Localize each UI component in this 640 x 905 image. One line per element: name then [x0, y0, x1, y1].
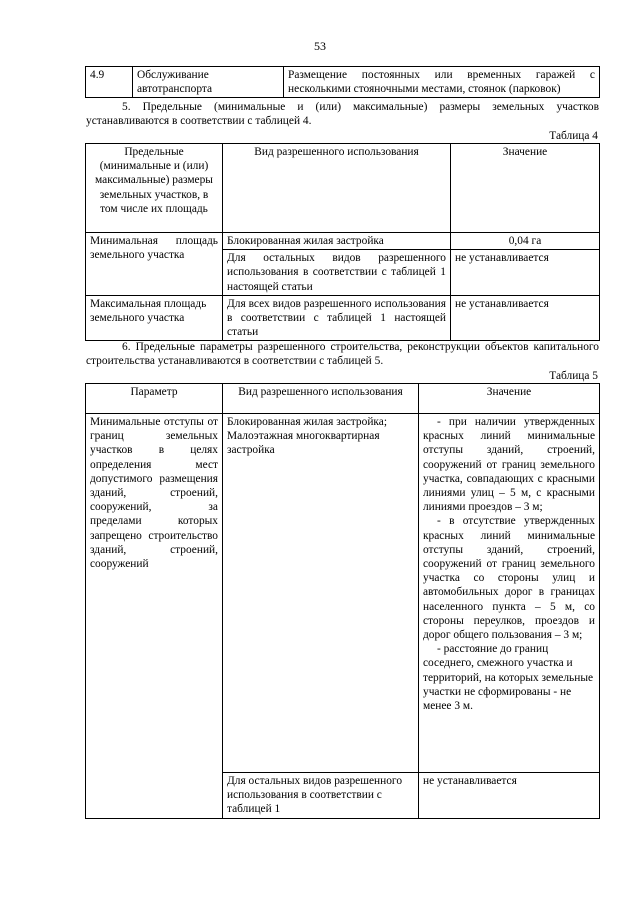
- value-cell: [419, 414, 600, 773]
- use-cell: Блокированная жилая застройка; Малоэтажная многоквартирная застройка: [223, 414, 419, 773]
- value-cell: 0,04 га: [451, 233, 600, 250]
- table4-caption: Таблица 4: [549, 130, 598, 142]
- use-cell: Для всех видов разрешенного использования в соответствии с таблицей 1 настоящей статьи: [223, 295, 451, 341]
- use-description: Размещение постоянных или временных гаражей с несколькими стояночными местами, стоянок (парковок): [284, 67, 600, 98]
- use-cell: Для остальных видов разрешенного использования в соответствии с таблицей 1 настоящей статьи: [223, 250, 451, 296]
- table-header-row: [86, 144, 600, 233]
- column-header: Вид разрешенного использования: [223, 384, 419, 414]
- table-5: [85, 383, 600, 819]
- max-area-label: Максимальная площадь земельного участка: [86, 295, 223, 341]
- table-row: [86, 67, 600, 98]
- use-cell: Для остальных видов разрешенного использования в соответствии с таблицей 1: [223, 773, 419, 819]
- column-header: Вид разрешенного использования: [223, 144, 451, 233]
- value-paragraph: - расстояние до границ соседнего, смежного участка и территорий, на которых земельные участки не сформированы - не менее 3 м.: [423, 643, 594, 713]
- parameter-cell: Минимальные отступы от границ земельных участков в целях определения мест допустимого размещения зданий, строений, сооружений, за пределами которых запрещено строительство зданий, строений, сооружений: [86, 414, 223, 819]
- min-area-label: Минимальная площадь земельного участка: [86, 233, 223, 296]
- use-name: Обслуживание автотранспорта: [133, 67, 284, 98]
- page-number: 53: [314, 39, 326, 53]
- use-cell: Блокированная жилая застройка: [223, 233, 451, 250]
- column-header: Предельные (минимальные и (или) максимальные) размеры земельных участков, в том числе их площадь: [86, 144, 223, 233]
- table-row: [86, 233, 600, 250]
- value-paragraph: - в отсутствие утвержденных красных линий минимальные отступы зданий, строений, сооружений от границ земельного участка со стороны улиц и автомобильных дорог в границах населенного пункта – 5 м, со стороны переулков, проездов и дорог общего пользования – 3 м;: [423, 515, 595, 642]
- column-header: Параметр: [86, 384, 223, 414]
- value-cell: не устанавливается: [451, 250, 600, 296]
- table-row-4-9: [85, 66, 600, 98]
- table-row: [86, 295, 600, 341]
- value-cell: не устанавливается: [419, 773, 600, 819]
- value-paragraph: - при наличии утвержденных красных линий минимальные отступы зданий, строений, сооружений от границ земельного участка, совпадающих с красными линиями улиц – 5 м, с красными линиями проездов – 3 м;: [423, 416, 595, 514]
- value-cell: не устанавливается: [451, 295, 600, 341]
- table5-caption: Таблица 5: [549, 370, 598, 382]
- paragraph-5: 5. Предельные (минимальные и (или) максимальные) размеры земельных участков устанавливаются в соответствии с таблицей 4.: [86, 101, 599, 128]
- table-row: [86, 414, 600, 773]
- paragraph-6: 6. Предельные параметры разрешенного строительства, реконструкции объектов капитального строительства устанавливаются в соответствии с таблицей 5.: [86, 341, 599, 368]
- column-header: Значение: [451, 144, 600, 233]
- column-header: Значение: [419, 384, 600, 414]
- row-number: 4.9: [86, 67, 133, 98]
- table-4: [85, 143, 600, 341]
- table-header-row: [86, 384, 600, 414]
